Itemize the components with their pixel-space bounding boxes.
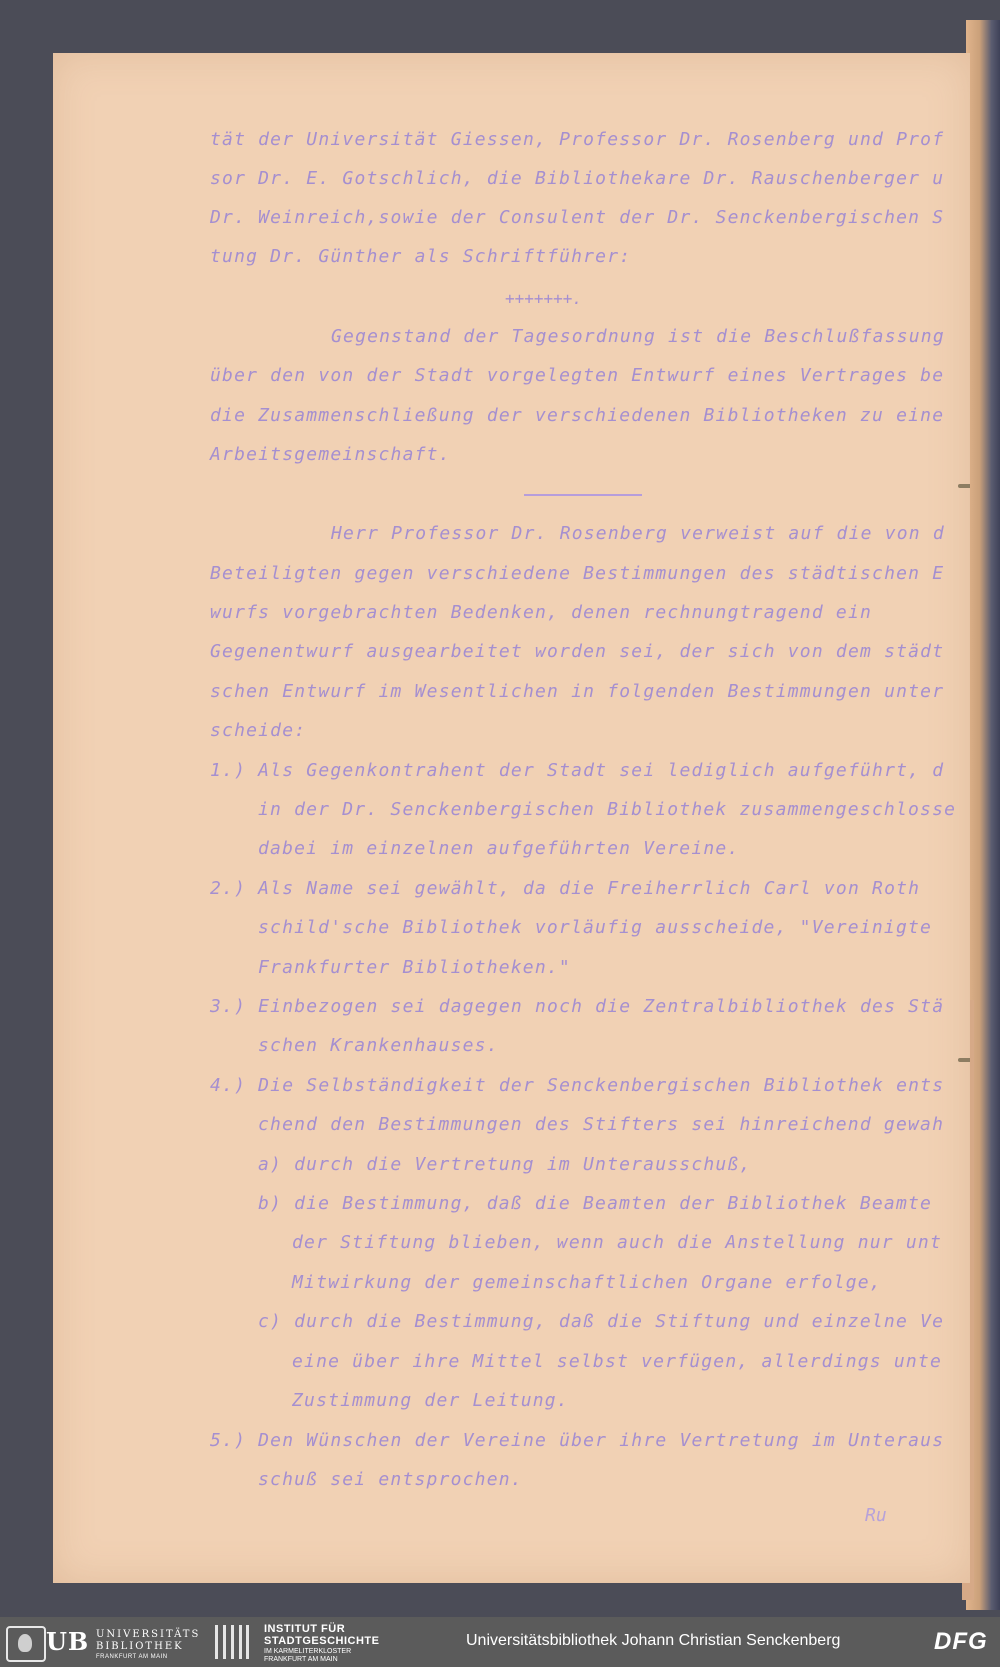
text-line: dabei im einzelnen aufgeführten Vereine. (258, 838, 740, 859)
ub-line3: FRANKFURT AM MAIN (96, 1654, 168, 1660)
handwritten-initials: Ru (865, 1505, 887, 1526)
sub-list-item: b) die Bestimmung, daß die Beamten der Bibliothek Beamte (258, 1193, 933, 1214)
text-line: tung Dr. Günther als Schriftführer: (210, 246, 632, 267)
staple-mark (958, 484, 970, 488)
text-line: schild'sche Bibliothek vorläufig ausscheide, "Vereinigte (258, 917, 933, 938)
institute-columns-icon (213, 1625, 249, 1659)
list-item: 3.) Einbezogen sei dagegen noch die Zentralbibliothek des Stä (210, 996, 945, 1017)
text-line: Zustimmung der Leitung. (292, 1390, 569, 1411)
list-item: 5.) Den Wünschen der Vereine über ihre Vertretung im Unteraus (210, 1430, 945, 1451)
footer-bar (0, 1617, 1000, 1667)
ub-line1: UNIVERSITÄTS (96, 1629, 201, 1640)
text-line: eine über ihre Mittel selbst verfügen, allerdings unte (292, 1351, 942, 1372)
ub-line2: BIBLIOTHEK (96, 1641, 184, 1652)
text-line: Gegenentwurf ausgearbeitet worden sei, der sich von dem städt (210, 641, 945, 662)
sub-list-item: c) durch die Bestimmung, daß die Stiftung und einzelne Ve (258, 1311, 945, 1332)
sub-list-item: a) durch die Vertretung im Unterausschuß, (258, 1154, 752, 1175)
text-line: Frankfurter Bibliotheken." (258, 957, 571, 978)
text-line: der Stiftung blieben, wenn auch die Anstellung nur unt (292, 1232, 942, 1253)
text-line: tät der Universität Giessen, Professor Dr. Rosenberg und Prof (210, 129, 945, 150)
list-item: 2.) Als Name sei gewählt, da die Freiherrlich Carl von Roth (210, 878, 921, 899)
ifs-line2: STADTGESCHICHTE (264, 1635, 380, 1647)
text-line: wurfs vorgebrachten Bedenken, denen rechnungtragend ein (210, 602, 873, 623)
ifs-line4: FRANKFURT AM MAIN (264, 1656, 338, 1663)
text-line: schen Krankenhauses. (258, 1035, 499, 1056)
list-item: 4.) Die Selbständigkeit der Senckenbergischen Bibliothek ents (210, 1075, 945, 1096)
text-line: chend den Bestimmungen des Stifters sei hinreichend gewah (258, 1114, 945, 1135)
text-line: Gegenstand der Tagesordnung ist die Beschlußfassung (331, 326, 945, 347)
text-line: Beteiligten gegen verschiedene Bestimmungen des städtischen E (210, 563, 945, 584)
text-line: schen Entwurf im Wesentlichen in folgenden Bestimmungen unter (210, 681, 945, 702)
list-item: 1.) Als Gegenkontrahent der Stadt sei lediglich aufgeführt, d (210, 760, 945, 781)
staple-mark (958, 1058, 970, 1062)
text-line: über den von der Stadt vorgelegten Entwurf eines Vertrages be (210, 365, 945, 386)
ub-logo-text: UB (46, 1627, 90, 1656)
text-line: Dr. Weinreich,sowie der Consulent der Dr. Senckenbergischen S (210, 207, 945, 228)
text-line: scheide: (210, 720, 307, 741)
separator-line (524, 494, 642, 496)
ub-portrait-icon (6, 1626, 46, 1662)
dfg-logo: DFG (934, 1628, 988, 1655)
document-page (53, 53, 970, 1583)
ifs-line3: IM KARMELITERKLOSTER (264, 1648, 352, 1655)
separator-plus: +++++++. (505, 289, 583, 308)
text-line: Arbeitsgemeinschaft. (210, 444, 451, 465)
text-line: sor Dr. E. Gotschlich, die Bibliothekare Dr. Rauschenberger u (210, 168, 945, 189)
text-line: Mitwirkung der gemeinschaftlichen Organe erfolge, (292, 1272, 882, 1293)
text-line: die Zusammenschließung der verschiedenen Bibliotheken zu eine (210, 405, 945, 426)
text-line: schuß sei entsprochen. (258, 1469, 523, 1490)
library-name: Universitätsbibliothek Johann Christian Senckenberg (466, 1632, 841, 1649)
text-line: in der Dr. Senckenbergischen Bibliothek zusammengeschlosse (258, 799, 957, 820)
text-line: Herr Professor Dr. Rosenberg verweist auf die von d (331, 523, 945, 544)
ifs-line1: INSTITUT FÜR (264, 1623, 346, 1635)
